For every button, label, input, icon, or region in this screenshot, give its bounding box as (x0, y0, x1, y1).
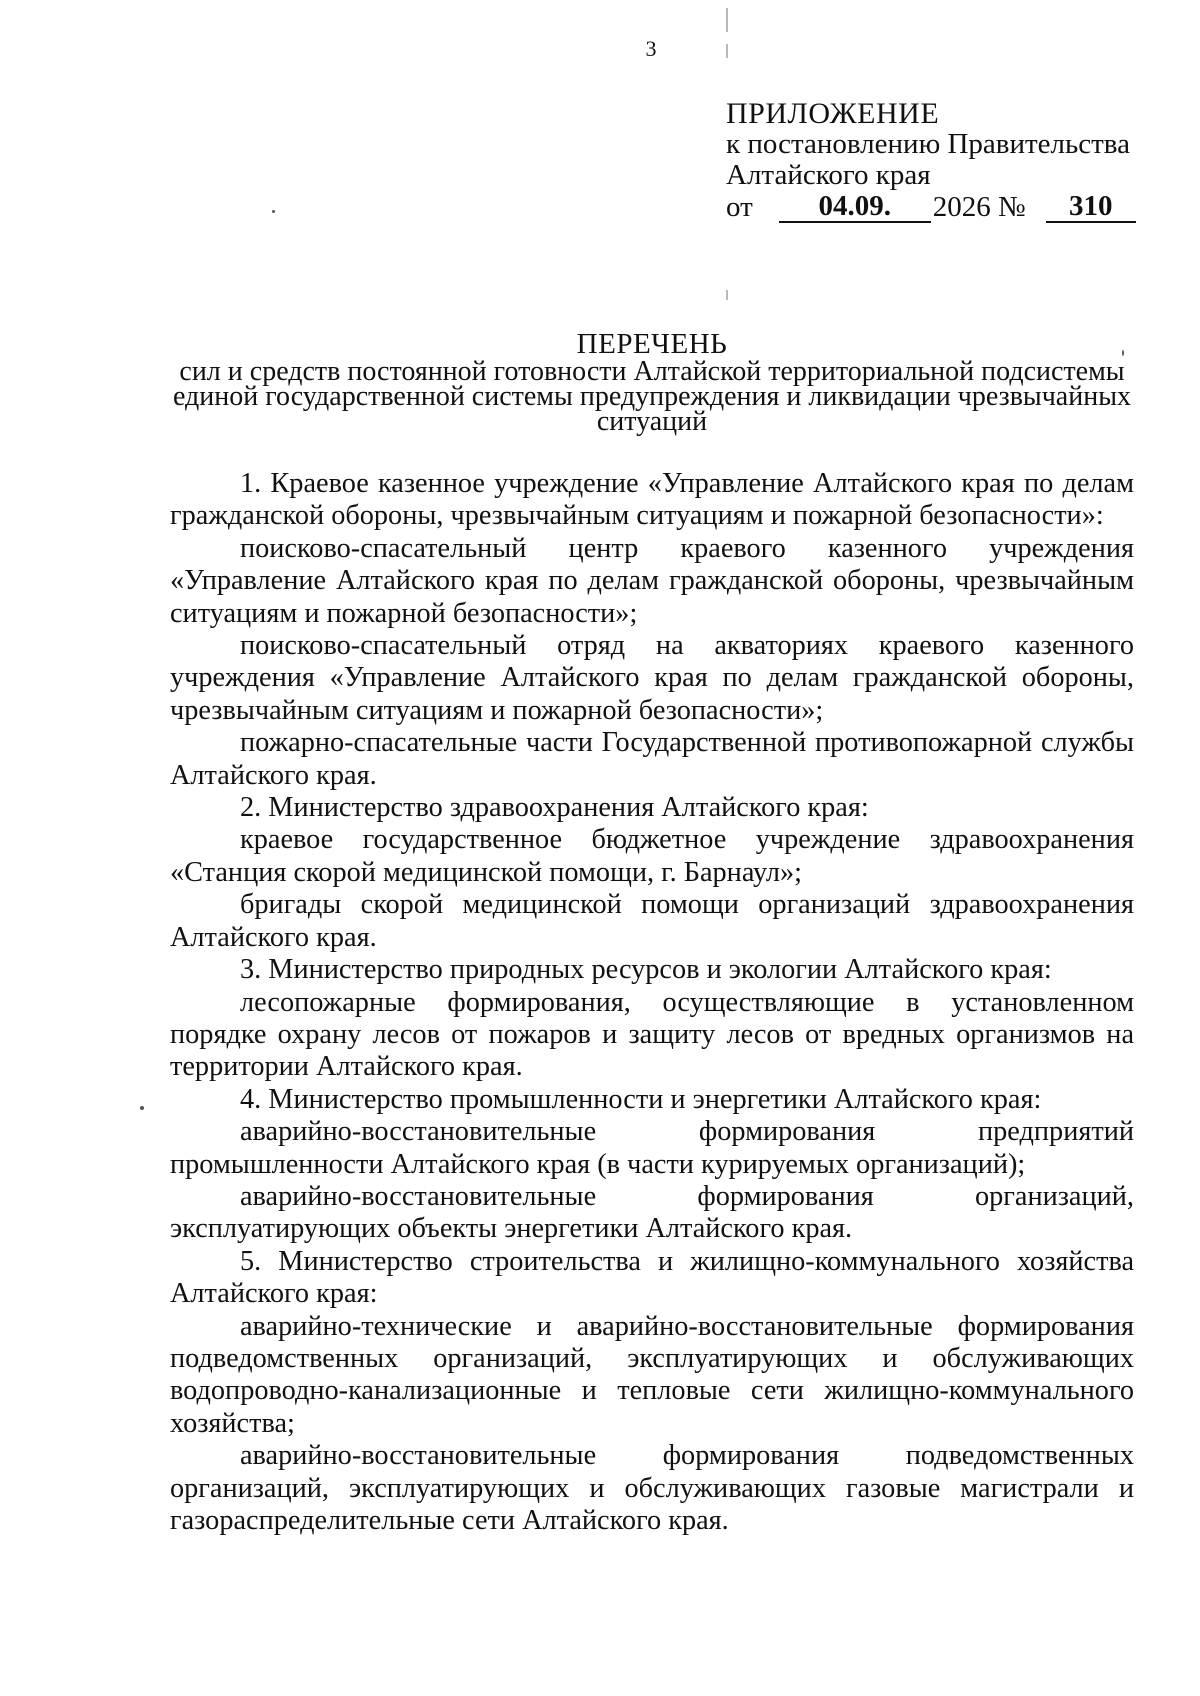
scan-speck (272, 210, 275, 213)
appendix-block (726, 98, 1136, 223)
body-paragraph: 3. Министерство природных ресурсов и экологии Алтайского края: (240, 954, 1052, 986)
body-paragraph: аварийно-восстановительные формирования предприятий промышленности Алтайского края (в части курируемых организаций); (170, 1116, 1134, 1180)
page-number: 3 (645, 36, 657, 61)
number-field: 310 (1046, 191, 1136, 223)
document-title: ПЕРЕЧЕНЬ (576, 328, 728, 360)
body-paragraph: 2. Министерство здравоохранения Алтайского края: (240, 792, 869, 824)
scan-speck (140, 1106, 144, 1110)
body-paragraph: 4. Министерство промышленности и энергетики Алтайского края: (240, 1083, 1042, 1115)
body-paragraph: краевое государственное бюджетное учреждение здравоохранения «Станция скорой медицинской помощи, г. Барнаул»; (170, 824, 1134, 888)
body-paragraph: поисково-спасательный отряд на акваториях краевого казенного учреждения «Управление Алтайского края по делам гражданской обороны, чрезвычайным ситуациям и пожарной безопасности»; (170, 630, 1134, 726)
appendix-title: ПРИЛОЖЕНИЕ (726, 97, 940, 130)
document-subtitle: сил и средств постоянной готовности Алтайской территориальной подсистемы единой государственной системы предупреждения и ликвидации чрезвычайных ситуаций (172, 356, 1132, 437)
scan-fold-mark (726, 290, 728, 300)
body-paragraph: поисково-спасательный центр краевого казенного учреждения «Управление Алтайского края по делам гражданской обороны, чрезвычайным ситуациям и пожарной безопасности»; (170, 532, 1134, 629)
document-body (170, 468, 1134, 1537)
body-paragraph: лесопожарные формирования, осуществляющие в установленном порядке охрану лесов от пожаров и защиту лесов от вредных организмов на территории Алтайского края. (170, 986, 1134, 1083)
body-paragraph: 5. Министерство строительства и жилищно-коммунального хозяйства Алтайского края: (170, 1245, 1134, 1310)
body-paragraph: аварийно-восстановительные формирования подведомственных организаций, эксплуатирующих и обслуживающих газовые магистрали и газораспределительные сети Алтайского края. (170, 1440, 1134, 1536)
year-and-number-label: 2026 № (932, 191, 1026, 223)
body-paragraph: аварийно-восстановительные формирования организаций, эксплуатирующих объекты энергетики Алтайского края. (170, 1180, 1134, 1245)
appendix-date-line (726, 191, 1136, 223)
body-paragraph: аварийно-технические и аварийно-восстановительные формирования подведомственных организаций, эксплуатирующих и обслуживающих водопроводно-канализационные и тепловые сети жилищно-коммунального хозяйства; (170, 1310, 1134, 1439)
scan-fold-mark (726, 8, 728, 32)
date-field: 04.09. (779, 191, 931, 223)
body-paragraph: 1. Краевое казенное учреждение «Управление Алтайского края по делам гражданской обороны, чрезвычайным ситуациям и пожарной безопасности»: (170, 468, 1134, 532)
body-paragraph: бригады скорой медицинской помощи организаций здравоохранения Алтайского края. (170, 889, 1134, 953)
scan-fold-mark (726, 44, 728, 58)
body-paragraph: пожарно-спасательные части Государственной противопожарной службы Алтайского края. (170, 727, 1134, 791)
appendix-region-line: Алтайского края (726, 159, 931, 191)
date-prefix: от (726, 191, 753, 223)
appendix-decree-line: к постановлению Правительства (726, 128, 1130, 160)
document-heading (170, 328, 1134, 437)
